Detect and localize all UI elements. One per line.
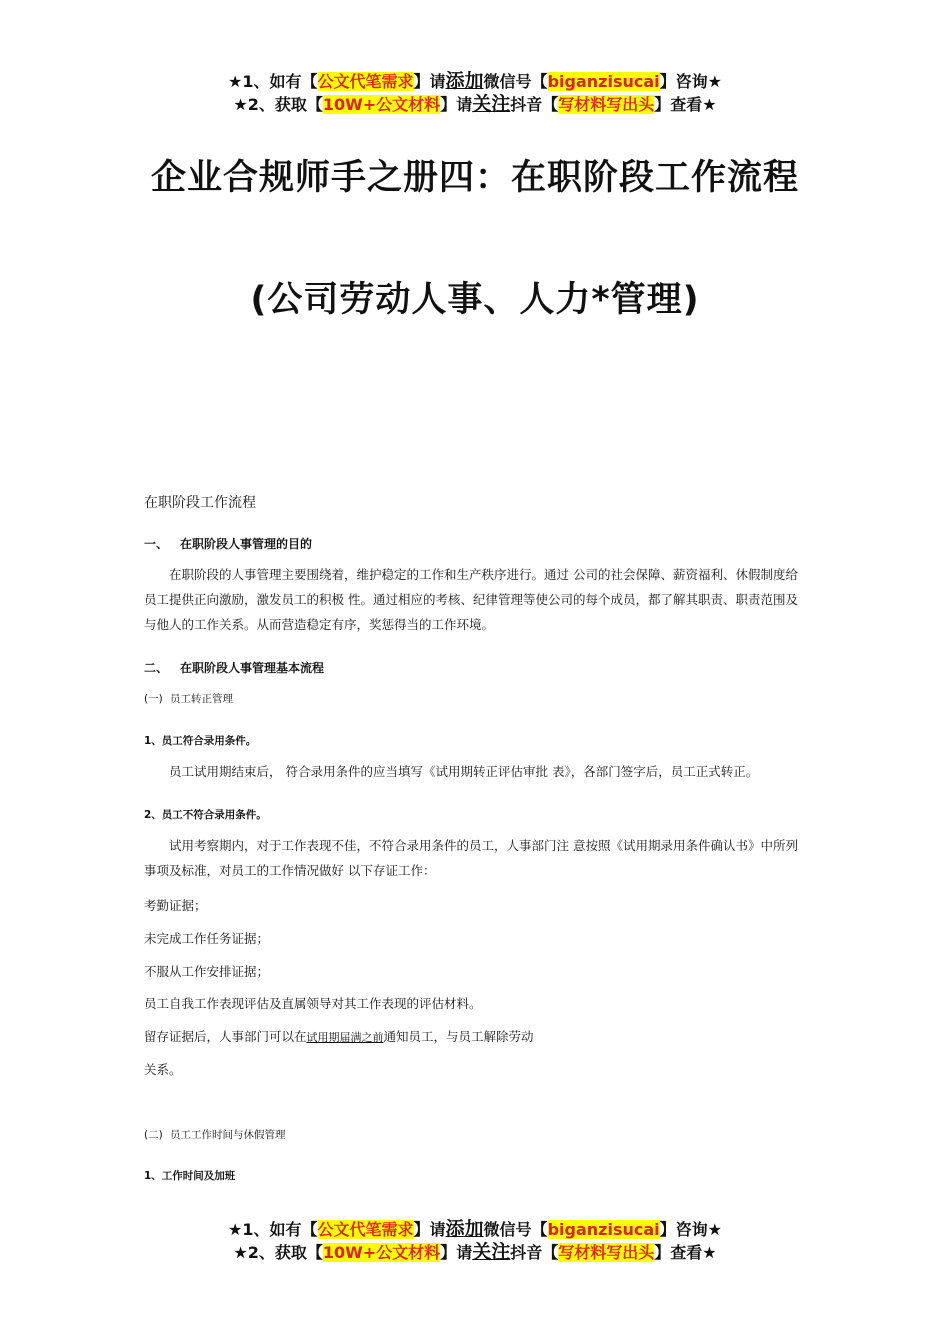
- subheading-number: (一): [144, 693, 163, 705]
- banner-line-2: [0, 1241, 950, 1264]
- item-heading-1: 1、员工符合录用条件。: [144, 735, 257, 747]
- subheading-text: 员工转正管理: [170, 693, 233, 705]
- banner-text: 】请: [413, 72, 446, 91]
- paragraph-text: 试用考察期内，对于工作表现不佳，不符合录用条件的员工，人事部门注 意按照《试用期录用条件确认书》中所列事项及标准，对员工的工作情况做好 以下存证工作：: [144, 838, 798, 878]
- banner-highlight: 公文代笔需求: [317, 72, 414, 91]
- banner-highlight: biganzisucai: [547, 72, 660, 91]
- heading-number: 二、: [144, 661, 169, 675]
- banner-line-2: [0, 93, 950, 116]
- retain-line-2: 关系。: [144, 1062, 182, 1077]
- banner-text: 抖音【: [510, 1243, 559, 1262]
- banner-text: ★1、如有【: [228, 72, 318, 91]
- banner-text: 】咨询★: [659, 72, 722, 91]
- banner-text: 抖音【: [510, 95, 559, 114]
- evidence-item: 考勤证据；: [144, 898, 207, 913]
- banner-text: 微信号【: [483, 72, 548, 91]
- top-banner: [0, 70, 950, 116]
- document-subtitle: (公司劳动人事、人力*管理): [250, 280, 700, 320]
- banner-highlight: 写材料写出头: [558, 95, 655, 114]
- banner-text: ★2、获取【: [233, 1243, 323, 1262]
- item-heading-2: 2、员工不符合录用条件。: [144, 809, 267, 821]
- paragraph-purpose: [144, 562, 804, 637]
- heading-1: [144, 535, 312, 552]
- banner-text: ★2、获取【: [233, 95, 323, 114]
- heading-text: 在职阶段人事管理基本流程: [180, 661, 325, 675]
- paragraph-confirm: [144, 759, 804, 784]
- heading-text: 在职阶段人事管理的目的: [180, 537, 313, 551]
- retain-text: 通知员工，与员工解除劳动: [383, 1029, 534, 1044]
- banner-emphasis: 添加: [445, 1218, 484, 1240]
- retain-line: [144, 1027, 534, 1045]
- banner-highlight: 写材料写出头: [558, 1243, 655, 1262]
- evidence-item: 不服从工作安排证据；: [144, 964, 270, 979]
- banner-text: 微信号【: [483, 1220, 548, 1239]
- banner-highlight: 公文代笔需求: [317, 1220, 414, 1239]
- heading-2: [144, 659, 324, 676]
- paragraph-text: 员工试用期结束后， 符合录用条件的应当填写《试用期转正评估审批 表》，各部门签字后，员工正式转正。: [169, 764, 759, 779]
- banner-text: 】咨询★: [659, 1220, 722, 1239]
- evidence-item: 未完成工作任务证据；: [144, 931, 270, 946]
- bottom-banner: [0, 1218, 950, 1264]
- banner-text: 】请: [440, 95, 473, 114]
- retain-text: 留存证据后，人事部门可以在: [144, 1029, 307, 1044]
- banner-highlight: 10W+公文材料: [322, 1243, 441, 1262]
- banner-line-1: [0, 70, 950, 93]
- document-title: 企业合规师手之册四：在职阶段工作流程: [150, 158, 799, 198]
- banner-highlight: 10W+公文材料: [322, 95, 441, 114]
- banner-emphasis: 关注: [472, 1241, 511, 1263]
- banner-emphasis: 关注: [472, 93, 511, 115]
- paragraph-evidence: [144, 833, 804, 883]
- evidence-item: 员工自我工作表现评估及直属领导对其工作表现的评估材料。: [144, 996, 482, 1011]
- heading-number: 一、: [144, 537, 169, 551]
- subheading-number: (二): [144, 1129, 163, 1141]
- banner-text: 】查看★: [654, 95, 717, 114]
- subheading-2: [144, 1127, 286, 1142]
- banner-line-1: [0, 1218, 950, 1241]
- item-heading-3: 1、工作时间及加班: [144, 1170, 236, 1182]
- paragraph-text: 在职阶段的人事管理主要围绕着，维护稳定的工作和生产秩序进行。通过 公司的社会保障、薪资福利、休假制度给员工提供正向激励，激发员工的积极 性。通过相应的考核、纪律管理等使公司的每个成员，都了解其职责、职责范围及与他人的工作关系。从而营造稳定有序，奖惩得当的工作环境。: [144, 567, 798, 632]
- banner-text: ★1、如有【: [228, 1220, 318, 1239]
- section-title: 在职阶段工作流程: [144, 495, 256, 511]
- banner-text: 】请: [413, 1220, 446, 1239]
- banner-text: 】请: [440, 1243, 473, 1262]
- subheading-text: 员工工作时间与休假管理: [170, 1129, 286, 1141]
- banner-highlight: biganzisucai: [547, 1220, 660, 1239]
- banner-emphasis: 添加: [445, 70, 484, 92]
- banner-text: 】查看★: [654, 1243, 717, 1262]
- retain-underlined: 试用期届满之前: [306, 1031, 384, 1044]
- subheading-1: [144, 691, 233, 706]
